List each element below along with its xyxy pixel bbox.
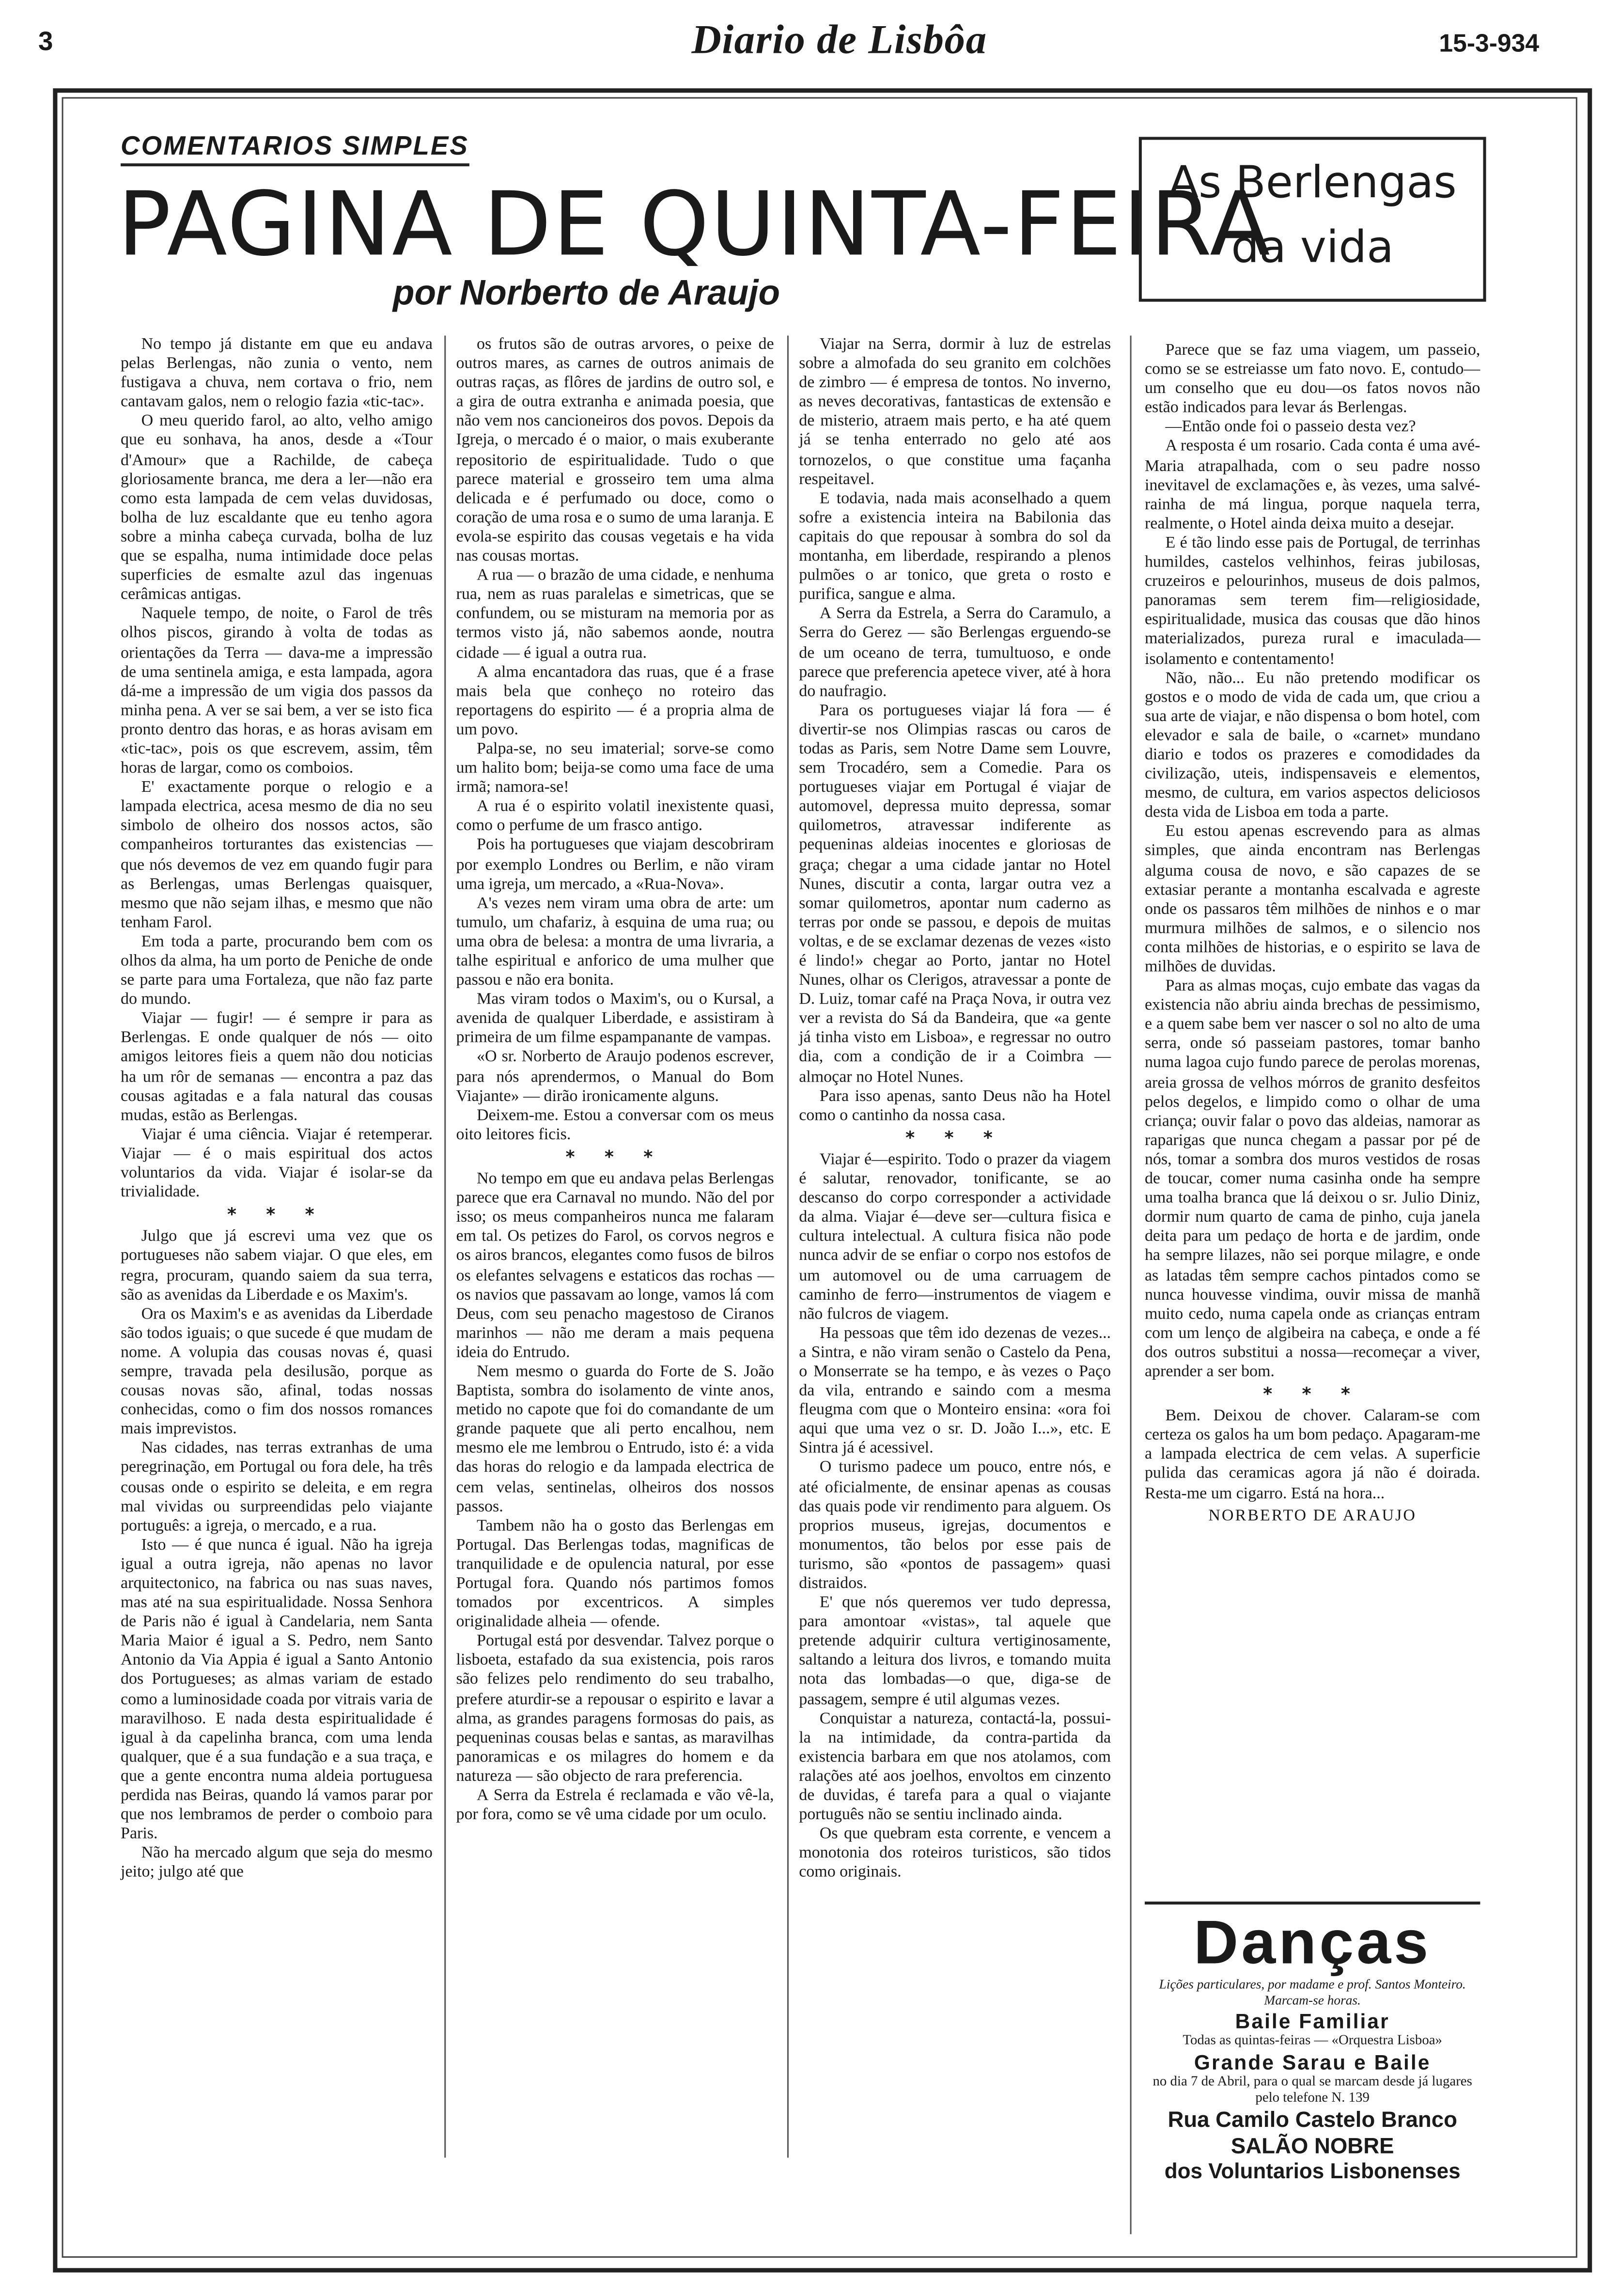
article-paragraph: os frutos são de outras arvores, o peixe de outros mares, as carnes de outros animais de outras raças, as flôres de jardins de outro sol, e a gira de outra extranha e animada poesia, que não vem nos cancioneiros dos povos. Depois da Igreja, o mercado é o maior, o mais exuberante repositorio de espiritualidade. Tudo o que parece material e grosseiro tem uma alma delicada e é perfumado ou doce, como o coração de uma rosa e o sumo de uma laranja. E evola-se espirito das cousas vegetais e ha vida nas cousas mortas. [456, 335, 774, 566]
article-paragraph: O turismo padece um pouco, entre nós, e até oficialmente, de ensinar apenas as cousas das quais pode vir rendimento para alguem. Os proprios museus, igrejas, documentos e monumentos, tão belos por esse pais de turismo, são «pontos de passagem» quasi distraidos. [799, 1459, 1111, 1593]
column-rule [787, 335, 789, 2157]
column-rule [444, 335, 446, 2157]
article-paragraph: Portugal está por desvendar. Talvez porque o lisboeta, estafado da sua existencia, pois raros são felizes pelo rendimento do seu trabalho, prefere aturdir-se a repousar o espirito e lavar a alma, as grandes paragens formosas do pais, as pequeninas cousas belas e santas, as maravilhas panoramicas e os milagres do homem e da natureza — são objecto de rara preferencia. [456, 1633, 774, 1785]
article-paragraph: Pois ha portugueses que viajam descobriram por exemplo Londres ou Berlim, e não viram uma igreja, um mercado, a «Rua-Nova». [456, 836, 774, 893]
article-paragraph: O meu querido farol, ao alto, velho amigo que eu sonhava, ha anos, desde a «Tour d'Amour» que a Rachilde, de cabeça gloriosamente branca, me dera a ler—não era como esta lampada de cem velas duvidosas, bolha de luz escaldante que eu tenho agora sobre a minha cabeça curvada, bolha de luz que se espalha, numa intimidade doce pelas superficies de esmalte azul das ingenuas cerâmicas antigas. [121, 412, 433, 604]
column-rule [1130, 335, 1132, 2234]
article-paragraph: Viajar na Serra, dormir à luz de estrelas sobre a almofada do seu granito em colchões de zimbro — é empresa de tontos. No inverno, as neves decorativas, fantasticas de extensão e de misterio, atraem mais perto, e ha até quem já se tenha enterrado no gelo até aos tornozelos, o que constitue uma façanha respeitavel. [799, 335, 1111, 488]
article-paragraph: Para as almas moças, cujo embate das vagas da existencia não abriu ainda brechas de pessimismo, e a quem sabe bem ver nascer o sol no alto de uma serra, onde só passeiam pastores, tomar banho numa lagoa cujo fundo parece de perolas morenas, areia grossa de velhos mórros de granito desfeitos pelos degelos, e limpido como o olhar de uma criança; ouvir falar o povo das aldeias, namorar as raparigas que nunca chegam a passar por pé de nós, tomar a sombra dos muros vestidos de rosas de toucar, comer numa casinha onde ha sempre uma toalha branca que lá deixou o sr. Julio Diniz, dormir num quarto de cama de pinho, cuja janela deita para um pedaço de horta e de jardim, onde ha sempre lilazes, não sei porque milagre, e onde as latadas têm sempre cachos pintados como se nunca houvesse vindima, ouvir missa de manhã muito cedo, numa capela onde as crianças entram com um lenço de algibeira na cabeça, e onde a fé dos outros substitui a nossa—recomeçar a viver, aprender a ser bom. [1144, 977, 1480, 1381]
text-column-3 [799, 335, 1111, 1883]
article-paragraph: Deixem-me. Estou a conversar com os meus oito leitores ficis. [456, 1106, 774, 1144]
article-paragraph: Para os portugueses viajar lá fora — é divertir-se nos Olimpias rascas ou caros de todas as Paris, sem Notre Dame sem Louvre, sem Trocadéro, sem a Comedie. Para os portugueses viajar em Portugal é viajar de automovel, depressa muito depressa, somar quilometros, atravessar indiferente as pequeninas aldeias inocentes e gloriosas de graça; chegar a uma cidade jantar no Hotel Nunes, discutir a conta, largar outra vez a somar quilometros, apontar num caderno as terras por onde se passou, e depois de muitas voltas, e de se exclamar dezenas de vezes «isto é lindo!» chegar ao Porto, jantar no Hotel Nunes, olhar os Clerigos, atravessar a ponte de D. Luiz, tomar café na Praça Nova, ir outra vez ver a revista do Sá da Bandeira, que «a gente já tinha visto em Lisboa», e regressar no outro dia, com a condição de ir a Coimbra — almoçar no Hotel Nunes. [799, 702, 1111, 1086]
author-signature: NORBERTO DE ARAUJO [1208, 1506, 1417, 1525]
section-divider: * * * [565, 1146, 665, 1167]
text-column-2 [456, 335, 774, 1825]
boxed-title-line2: da vida [1231, 222, 1394, 274]
article-paragraph: Isto — é que nunca é igual. Não ha igreja igual a outra igreja, não apenas no lavor arquitectonico, na fabrica ou nas suas naves, mas até na sua espiritualidade. Nossa Senhora de Paris não é igual à Candelaria, nem Santa Maria Maior é igual a S. Pedro, nem Santo Antonio da Via Appia é igual a Santo Antonio dos Portugueses; as almas variam de estado como a luminosidade coada por vitrais varia de maravilhoso. E nada desta espiritualidade é igual à da capelinha branca, com uma lenda qualquer, que é a sua fundação e a sua traça, e que a gente encontra numa aldeia portuguesa perdida nas Beiras, quando lá vamos parar por que nos lembramos de perder o comboio para Paris. [121, 1536, 433, 1843]
article-paragraph: A's vezes nem viram uma obra de arte: um tumulo, um chafariz, à esquina de uma rua; ou uma obra de belesa: a montra de uma livraria, a talhe espiritual e anforico de uma mulher que passou e não era bonita. [456, 894, 774, 990]
advert-street: Rua Camilo Castelo Branco [1168, 2107, 1457, 2133]
boxed-title [1139, 137, 1486, 301]
advert-title: Danças [1194, 1907, 1432, 1977]
article-paragraph: Em toda a parte, procurando bem com os olhos da alma, ha um porto de Peniche de onde se parte para uma Fortaleza, que não faz parte do mundo. [121, 933, 433, 1009]
article-paragraph: Os que quebram esta corrente, e vencem a monotonia dos roteiros turisticos, são tidos como originais. [799, 1825, 1111, 1882]
advert-family-ball: Baile Familiar [1235, 2009, 1390, 2033]
section-divider: * * * [227, 1204, 327, 1225]
article-paragraph: E' que nós queremos ver tudo depressa, para amontoar «vistas», tal aquele que pretende adquirir cultura vertiginosamente, saltando a leitura dos livros, e tomando muita nota das lombadas—o que, diga-se de passagem, sempre é util algumas vezes. [799, 1594, 1111, 1708]
article-paragraph: Não, não... Eu não pretendo modificar os gostos e o modo de vida de cada um, que criou a sua arte de viajar, e não dispensa o bom hotel, com elevador e sala de baile, o «carnet» mundano diario e todos os prazeres e comodidades da civilização, uteis, indispensaveis e elementos, mesmo, de cultura, em varios aspectos deliciosos desta vida de Lisboa em toda a parte. [1144, 669, 1480, 822]
dance-advert [1145, 1909, 1480, 2186]
article-paragraph: Eu estou apenas escrevendo para as almas simples, que ainda encontram nas Berlengas alguma cousa de novo, e são capazes de se extasiar perante a montanha escalvada e agreste onde os passaros têm milhões de ninhos e o mar murmura milhões de salmos, e o silencio nos conta milhões de historias, e o espirito se lava de milhões de duvidas. [1144, 823, 1480, 976]
article-paragraph: No tempo já distante em que eu andava pelas Berlengas, não zunia o vento, nem fustigava a chuva, nem cortava o frio, nem cantavam galos, nem o relogio fazia «tic-tac». [121, 335, 433, 411]
section-kicker: COMENTARIOS SIMPLES [121, 131, 469, 166]
article-headline: PAGINA DE QUINTA-FEIRA [117, 173, 1272, 277]
advert-lessons: Lições particulares, por madame e prof. Santos Monteiro. Marcam-se horas. [1159, 1976, 1466, 2008]
article-paragraph: Nas cidades, nas terras extranhas de uma peregrinação, em Portugal ou fora dele, ha três cousas onde o espirito se deleita, e em regra mal vividas ou surpreendidas pelo viajante português: a igreja, o mercado, e a rua. [121, 1440, 433, 1535]
article-paragraph: Tambem não ha o gosto das Berlengas em Portugal. Das Berlengas todas, magnificas de tranquilidade e de opulencia natural, por esse Portugal fora. Quando nós partimos fomos tomados por excentricos. A simples originalidade alheia — ofende. [456, 1517, 774, 1631]
article-paragraph: Bem. Deixou de chover. Calaram-se com certeza os galos ha um bom pedaço. Apagaram-me a lampada electrica de cem velas. A superficie pulida das ceramicas agora já não é doirada. Resta-me um cigarro. Está na hora... [1144, 1407, 1480, 1502]
section-divider: * * * [1263, 1384, 1362, 1404]
article-paragraph: Nem mesmo o guarda do Forte de S. João Baptista, sombra do isolamento de vinte anos, metido no capote que foi do comandante de um grande paquete que ali perto encalhou, nem mesmo ele me lembrou o Entrudo, isto é: a vida das horas do relogio e da lampada electrica de cem velas, sentinelas, olheiros dos nossos passos. [456, 1363, 774, 1516]
article-paragraph: A alma encantadora das ruas, que é a frase mais bela que conheço no roteiro das reportagens do espirito — é a propria alma de um povo. [456, 663, 774, 739]
article-paragraph: Conquistar a natureza, contactá-la, possui-la na intimidade, da contra-partida da existencia barbara em que nos atolamos, com ralações até aos joelhos, envoltos em cinzento de duvidas, é tarefa para a qual o viajante português não se sentiu inclinado ainda. [799, 1710, 1111, 1824]
issue-date: 15-3-934 [1439, 29, 1540, 58]
article-paragraph: Ha pessoas que têm ido dezenas de vezes... a Sintra, e não viram senão o Castelo da Pena, o Monserrate se ha tempo, e às vezes o Paço da vila, entrando e saindo com a mesma fleugma com que o Monteiro ensina: «ora foi aqui que uma vez o sr. D. João I...», etc. E Sintra já é acessivel. [799, 1324, 1111, 1458]
article-paragraph: Viajar — fugir! — é sempre ir para as Berlengas. E onde qualquer de nós — oito amigos leitores fieis a quem não dou noticias ha um rôr de semanas — encontra a paz das cousas agitadas e a fala natural das cousas mudas, estão as Berlengas. [121, 1010, 433, 1124]
article-paragraph: Mas viram todos o Maxim's, ou o Kursal, a avenida de qualquer Liberdade, e assistiram à primeira de um filme espampanante de vampas. [456, 991, 774, 1047]
article-byline: por Norberto de Araujo [392, 273, 780, 314]
article-paragraph: E' exactamente porque o relogio e a lampada electrica, acesa mesmo de dia no seu simbolo de olheiro dos nossos actos, são companheiros torturantes das existencias — que nós devemos de vez em quando fugir para as Berlengas, umas Berlengas quaisquer, mesmo que não sejam ilhas, e mesmo que não tenham Farol. [121, 779, 433, 931]
article-paragraph: E é tão lindo esse pais de Portugal, de terrinhas humildes, castelos velhinhos, feiras jubilosas, cruzeiros e pelourinhos, museus de dois palmos, panoramas sem terem fim—religiosidade, espiritualidade, musica das cousas que dão hinos materializados, pureza rural e imaculada—isolamento e contentamento! [1144, 534, 1480, 668]
article-paragraph: A Serra da Estrela, a Serra do Caramulo, a Serra do Gerez — são Berlengas erguendo-se de um oceano de terra, tumultuoso, e onde parece que preferencia apetece viver, até à hora do naufragio. [799, 605, 1111, 700]
article-paragraph: E todavia, nada mais aconselhado a quem sofre a existencia inteira na Babilonia das capitais do que repousar à sombra do sol da montanha, em liberdade, respirando a plenos pulmões o ar tonico, que greta o rosto e purifica, sangue e alma. [799, 489, 1111, 604]
page-number: 3 [38, 26, 53, 56]
article-paragraph: Parece que se faz uma viagem, um passeio, como se se estreiasse um fato novo. E, contudo—um conselho que eu dou—os fatos novos não estão indicados para levar ás Berlengas. [1144, 341, 1480, 417]
article-paragraph: —Então onde foi o passeio desta vez? [1165, 418, 1416, 437]
advert-soiree: Grande Sarau e Baile [1194, 2050, 1431, 2074]
advert-rule [1145, 1902, 1480, 1904]
article-paragraph: A Serra da Estrela é reclamada e vão vê-la, por fora, como se vê uma cidade por um oculo. [456, 1787, 774, 1824]
article-paragraph: Viajar é uma ciência. Viajar é retemperar. Viajar — é o mais espiritual dos actos voluntarios da vida. Viajar é isolar-se da trivialidade. [121, 1125, 433, 1201]
article-paragraph: A resposta é um rosario. Cada conta é uma avé-Maria atrapalhada, com o seu padre nosso inevitavel de exclamações e, às vezes, uma salvé-rainha de má lingua, porque naquela terra, realmente, o Hotel ainda deixa muito a desejar. [1144, 438, 1480, 533]
article-paragraph: Julgo que já escrevi uma vez que os portugueses não sabem viajar. O que eles, em regra, procuram, quando saiem da sua terra, são as avenidas da Liberdade e os Maxim's. [121, 1227, 433, 1304]
article-paragraph: «O sr. Norberto de Araujo podenos escrever, para nós aprendermos, o Manual do Bom Viajante» — dirão ironicamente alguns. [456, 1048, 774, 1105]
article-paragraph: Viajar é—espirito. Todo o prazer da viagem é salutar, renovador, tonificante, se ao descanso do corpo corresponder a actividade da alma. Viajar é—deve ser—cultura fisica e cultura intelectual. A cultura fisica não pode nunca advir de se enfiar o corpo nos estofos de um automovel ou de uma carruagem de caminho de ferro—instrumentos de viagem e não fulcros de viagem. [799, 1150, 1111, 1323]
article-paragraph: Para isso apenas, santo Deus não ha Hotel como o cantinho da nossa casa. [799, 1087, 1111, 1124]
article-paragraph: No tempo em que eu andava pelas Berlengas parece que era Carnaval no mundo. Não del por isso; os meus companheiros nunca me falaram em tal. Os petizes do Farol, os corvos negros e os airos brancos, elegantes como fusos de bilros os elefantes selvagens e estaticos das rochas — os navios que passavam ao longe, vamos lá com Deus, com seu penacho magestoso de Ciranos marinhos — não me deram a mais pequena ideia do Entrudo. [456, 1170, 774, 1362]
text-column-4 [1145, 342, 1480, 1526]
article-paragraph: Ora os Maxim's e as avenidas da Liberdade são todos iguais; o que sucede é que mudam de nome. A volupia das cousas novas é, quasi sempre, travada pela desilusão, porque as cousas novas são, afinal, todas nossas conhecidas, como o fim dos nossos romances mais imprevistos. [121, 1305, 433, 1439]
article-paragraph: A rua é o espirito volatil inexistente quasi, como o perfume de um frasco antigo. [456, 798, 774, 835]
advert-association: dos Voluntarios Lisbonenses [1164, 2160, 1461, 2185]
article-paragraph: Não ha mercado algum que seja do mesmo jeito; julgo até que [121, 1844, 433, 1882]
article-paragraph: Palpa-se, no seu imaterial; sorve-se como um halito bom; beija-se como uma face de uma irmã; namora-se! [456, 740, 774, 797]
section-divider: * * * [905, 1127, 1005, 1148]
article-paragraph: Naquele tempo, de noite, o Farol de três olhos piscos, girando à volta de todas as orientações da Terra — dava-me a impressão de uma sentinela amiga, e esta lampada, agora dá-me a impressão de um vigia dos passos da minha pena. A ver se sai bem, a ver se isto fica pronto dentro das horas, e as horas avisam em «tic-tac», pois os que escrevem, assim, têm horas de largar, como os comboios. [121, 605, 433, 777]
advert-hall: SALÃO NOBRE [1231, 2134, 1394, 2159]
masthead: Diario de Lisbôa [691, 17, 987, 63]
advert-booking: no dia 7 de Abril, para o qual se marcam desde já lugares pelo telefone N. 139 [1153, 2075, 1472, 2107]
article-paragraph: A rua — o brazão de uma cidade, e nenhuma rua, nem as ruas paralelas e simetricas, que se confundem, ou se misturam na memoria por as termos visto já, não sabemos aonde, noutra cidade — é igual a outra rua. [456, 566, 774, 662]
advert-orchestra: Todas as quintas-feiras — «Orquestra Lisboa» [1183, 2034, 1442, 2049]
boxed-title-line1: As Berlengas [1168, 157, 1457, 209]
text-column-1 [121, 335, 433, 1883]
